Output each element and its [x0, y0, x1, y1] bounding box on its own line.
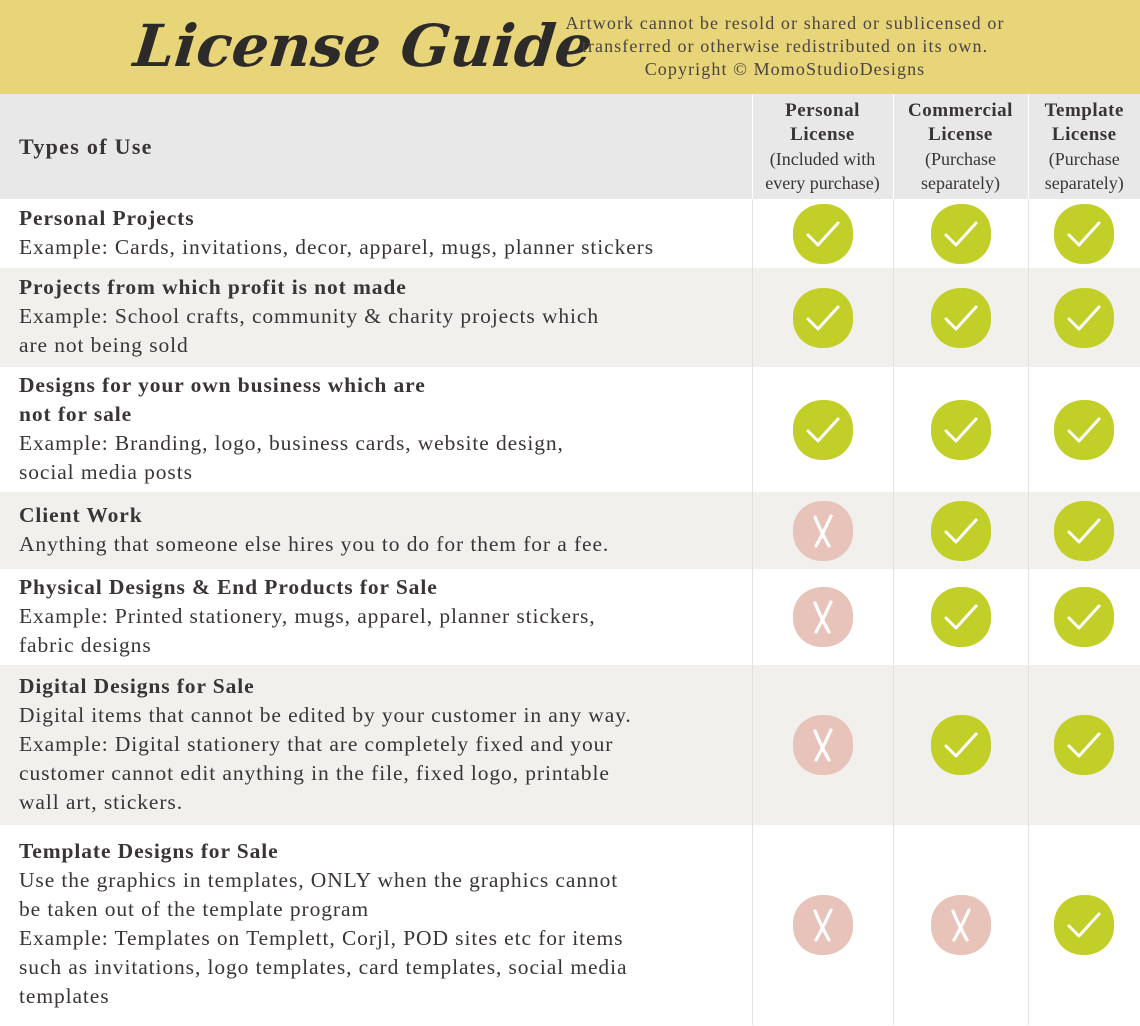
table-header-row	[0, 94, 1140, 199]
personal-license-header	[752, 94, 893, 199]
column-note: (Included with	[769, 148, 876, 169]
template-license-cell	[1028, 492, 1140, 569]
use-example: customer cannot edit anything in the file, fixed logo, printable	[19, 760, 610, 785]
use-example: social media posts	[19, 459, 193, 484]
use-description	[0, 569, 752, 665]
use-description	[0, 825, 752, 1025]
use-example: Example: Cards, invitations, decor, apparel, mugs, planner stickers	[19, 234, 655, 259]
template-license-cell	[1028, 825, 1140, 1025]
use-description	[0, 268, 752, 367]
check-icon	[1052, 893, 1116, 957]
use-title: Physical Designs & End Products for Sale	[19, 574, 438, 599]
column-name: Personal	[785, 99, 860, 121]
commercial-license-cell	[893, 665, 1028, 825]
personal-license-cell	[752, 825, 893, 1025]
personal-license-cell	[752, 665, 893, 825]
commercial-license-cell	[893, 569, 1028, 665]
use-title: Digital Designs for Sale	[19, 673, 255, 698]
commercial-license-cell	[893, 825, 1028, 1025]
check-icon	[1052, 202, 1116, 266]
use-example: Example: Digital stationery that are completely fixed and your	[19, 731, 614, 756]
use-example: Example: Printed stationery, mugs, apparel, planner stickers,	[19, 603, 596, 628]
template-license-cell	[1028, 367, 1140, 492]
check-icon	[791, 202, 855, 266]
license-guide-logo	[130, 0, 596, 90]
check-icon	[1052, 499, 1116, 563]
use-example: Example: Templates on Templett, Corjl, POD sites etc for items	[19, 926, 624, 950]
personal-license-cell	[752, 569, 893, 665]
column-note: (Purchase	[925, 148, 996, 169]
template-license-header	[1028, 94, 1140, 199]
personal-license-cell	[752, 367, 893, 492]
check-icon	[791, 398, 855, 462]
check-icon	[1052, 286, 1116, 350]
use-title: Template Designs for Sale	[19, 839, 279, 863]
use-example: wall art, stickers.	[19, 789, 183, 814]
copyright-notice	[520, 12, 1050, 81]
column-note: separately)	[921, 172, 1000, 193]
template-license-cell	[1028, 569, 1140, 665]
template-license-cell	[1028, 665, 1140, 825]
cross-icon	[791, 499, 855, 563]
check-icon	[1052, 713, 1116, 777]
template-license-cell	[1028, 199, 1140, 268]
use-title: not for sale	[19, 401, 133, 426]
license-table	[0, 94, 1140, 1025]
page-title: License Guide	[130, 11, 596, 80]
commercial-license-header	[893, 94, 1028, 199]
use-example: Anything that someone else hires you to do for them for a fee.	[19, 531, 610, 556]
column-name: Template	[1044, 99, 1124, 121]
use-title: Designs for your own business which are	[19, 372, 426, 397]
use-description	[0, 665, 752, 825]
use-title: Personal Projects	[19, 205, 195, 230]
use-description	[0, 199, 752, 268]
commercial-license-cell	[893, 492, 1028, 569]
notice-line: transferred or otherwise redistributed on its own.	[581, 36, 989, 56]
table-row	[0, 569, 1140, 665]
column-name: License	[790, 123, 855, 145]
personal-license-cell	[752, 199, 893, 268]
use-example: Example: School crafts, community & charity projects which	[19, 304, 600, 328]
use-example: templates	[19, 984, 110, 1008]
cross-icon	[791, 585, 855, 649]
check-icon	[929, 286, 993, 350]
column-note: (Purchase	[1048, 148, 1120, 169]
header-banner	[0, 0, 1140, 94]
use-example: Use the graphics in templates, ONLY when the graphics cannot	[19, 868, 619, 892]
use-title: Client Work	[19, 502, 143, 527]
table-row	[0, 367, 1140, 492]
table-row	[0, 268, 1140, 367]
column-note: every purchase)	[765, 172, 880, 193]
check-icon	[1052, 398, 1116, 462]
table-row	[0, 492, 1140, 569]
commercial-license-cell	[893, 268, 1028, 367]
column-name: License	[1051, 123, 1117, 145]
commercial-license-cell	[893, 367, 1028, 492]
notice-line: Artwork cannot be resold or shared or sublicensed or	[565, 13, 1005, 33]
use-example: be taken out of the template program	[19, 897, 370, 921]
cross-icon	[791, 713, 855, 777]
commercial-license-cell	[893, 199, 1028, 268]
cross-icon	[929, 893, 993, 957]
column-name: License	[928, 123, 993, 145]
check-icon	[929, 398, 993, 462]
use-description	[0, 492, 752, 569]
use-example: Digital items that cannot be edited by your customer in any way.	[19, 702, 632, 727]
check-icon	[929, 713, 993, 777]
notice-line: Copyright © MomoStudioDesigns	[644, 59, 926, 79]
check-icon	[929, 499, 993, 563]
check-icon	[791, 286, 855, 350]
use-description	[0, 367, 752, 492]
use-title: Projects from which profit is not made	[19, 275, 407, 299]
personal-license-cell	[752, 268, 893, 367]
table-row	[0, 825, 1140, 1025]
use-example: are not being sold	[19, 333, 189, 357]
use-example: such as invitations, logo templates, card templates, social media	[19, 955, 628, 979]
use-example: fabric designs	[19, 632, 152, 657]
column-note: separately)	[1044, 172, 1124, 193]
cross-icon	[791, 893, 855, 957]
personal-license-cell	[752, 492, 893, 569]
table-row	[0, 665, 1140, 825]
check-icon	[929, 202, 993, 266]
template-license-cell	[1028, 268, 1140, 367]
use-example: Example: Branding, logo, business cards, website design,	[19, 430, 564, 455]
table-row	[0, 199, 1140, 268]
column-name: Commercial	[908, 99, 1013, 121]
check-icon	[929, 585, 993, 649]
check-icon	[1052, 585, 1116, 649]
types-of-use-header: Types of Use	[19, 133, 153, 159]
